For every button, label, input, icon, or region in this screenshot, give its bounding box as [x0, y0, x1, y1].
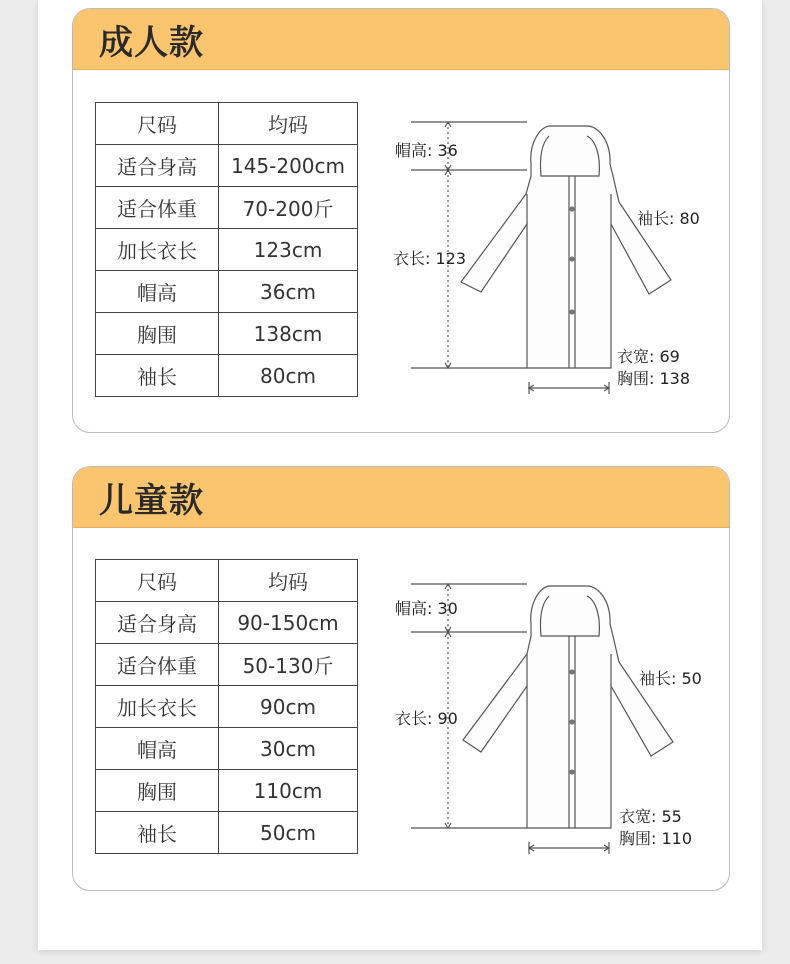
- header-cell: 尺码: [96, 560, 219, 602]
- table-row: [96, 187, 358, 229]
- table-row: [96, 812, 358, 854]
- adult-card-header: [73, 9, 729, 70]
- header-cell: 均码: [219, 103, 358, 145]
- row-value: 50cm: [219, 812, 358, 854]
- row-value: 50-130斤: [219, 644, 358, 686]
- length-label: 衣长: 123: [393, 249, 467, 268]
- hood-height-label: 帽高: 36: [395, 141, 458, 160]
- child-section-title: 儿童款: [99, 480, 204, 521]
- adult-size-card: [72, 8, 730, 433]
- child-raincoat-diagram: [381, 572, 729, 872]
- row-label: 帽高: [96, 271, 219, 313]
- row-label: 适合身高: [96, 145, 219, 187]
- sleeve-label: 袖长: 80: [637, 209, 700, 228]
- chest-label: 胸围: 138: [617, 369, 691, 388]
- row-value: 138cm: [219, 313, 358, 355]
- row-label: 加长衣长: [96, 686, 219, 728]
- row-value: 36cm: [219, 271, 358, 313]
- row-label: 袖长: [96, 812, 219, 854]
- row-value: 110cm: [219, 770, 358, 812]
- table-header-row: [96, 103, 358, 145]
- table-row: [96, 313, 358, 355]
- adult-raincoat-diagram: [381, 114, 729, 414]
- table-row: [96, 271, 358, 313]
- row-value: 70-200斤: [219, 187, 358, 229]
- table-header-row: [96, 560, 358, 602]
- row-label: 适合体重: [96, 644, 219, 686]
- width-label: 衣宽: 69: [617, 347, 680, 366]
- table-row: [96, 644, 358, 686]
- header-cell: 尺码: [96, 103, 219, 145]
- table-row: [96, 602, 358, 644]
- row-label: 帽高: [96, 728, 219, 770]
- row-label: 胸围: [96, 313, 219, 355]
- row-value: 90cm: [219, 686, 358, 728]
- row-value: 145-200cm: [219, 145, 358, 187]
- header-cell: 均码: [219, 560, 358, 602]
- length-label: 衣长: 90: [395, 709, 458, 728]
- table-row: [96, 355, 358, 397]
- width-label: 衣宽: 55: [619, 807, 682, 826]
- child-size-table: [95, 559, 358, 854]
- table-row: [96, 229, 358, 271]
- chest-label: 胸围: 110: [619, 829, 693, 848]
- table-row: [96, 728, 358, 770]
- row-value: 123cm: [219, 229, 358, 271]
- table-row: [96, 770, 358, 812]
- sleeve-label: 袖长: 50: [639, 669, 702, 688]
- row-value: 30cm: [219, 728, 358, 770]
- child-size-card: [72, 466, 730, 891]
- hood-height-label: 帽高: 30: [395, 599, 458, 618]
- child-card-header: [73, 467, 729, 528]
- row-label: 适合身高: [96, 602, 219, 644]
- adult-size-table: [95, 102, 358, 397]
- table-row: [96, 145, 358, 187]
- row-label: 加长衣长: [96, 229, 219, 271]
- row-label: 袖长: [96, 355, 219, 397]
- table-row: [96, 686, 358, 728]
- row-label: 适合体重: [96, 187, 219, 229]
- row-value: 90-150cm: [219, 602, 358, 644]
- row-label: 胸围: [96, 770, 219, 812]
- adult-section-title: 成人款: [99, 22, 204, 63]
- row-value: 80cm: [219, 355, 358, 397]
